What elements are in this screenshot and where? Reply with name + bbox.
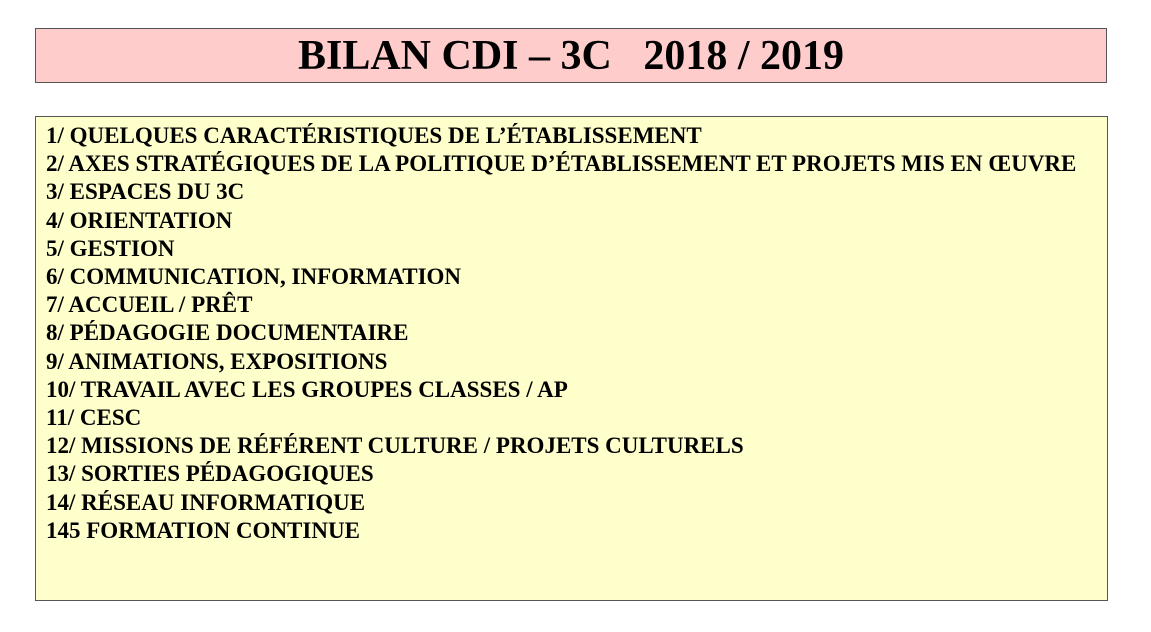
contents-item-4: 4/ ORIENTATION	[46, 207, 233, 233]
contents-item-8: 8/ PÉDAGOGIE DOCUMENTAIRE	[46, 320, 409, 346]
contents-item-5: 5/ GESTION	[46, 235, 175, 261]
contents-item-13: 13/ SORTIES PÉDAGOGIQUES	[46, 461, 374, 487]
contents-list	[46, 122, 1097, 545]
contents-item-11: 11/ CESC	[46, 405, 142, 431]
title-banner	[35, 28, 1107, 83]
contents-item-7: 7/ ACCUEIL / PRÊT	[46, 292, 253, 318]
contents-item-6: 6/ COMMUNICATION, INFORMATION	[46, 264, 462, 290]
contents-item-1: 1/ QUELQUES CARACTÉRISTIQUES DE L’ÉTABLISSEMENT	[46, 123, 702, 148]
contents-item-12: 12/ MISSIONS DE RÉFÉRENT CULTURE / PROJETS CULTURELS	[46, 433, 744, 459]
table-of-contents	[35, 116, 1108, 601]
document-title: BILAN CDI – 3C 2018 / 2019	[297, 32, 845, 79]
contents-item-15: 145 FORMATION CONTINUE	[46, 517, 360, 543]
contents-item-9: 9/ ANIMATIONS, EXPOSITIONS	[46, 348, 388, 374]
contents-item-2: 2/ AXES STRATÉGIQUES DE LA POLITIQUE D’ÉTABLISSEMENT ET PROJETS MIS EN ŒUVRE	[46, 151, 1077, 177]
contents-item-14: 14/ RÉSEAU INFORMATIQUE	[46, 489, 366, 515]
contents-item-3: 3/ ESPACES DU 3C	[46, 179, 245, 205]
contents-item-10: 10/ TRAVAIL AVEC LES GROUPES CLASSES / AP	[46, 376, 568, 402]
